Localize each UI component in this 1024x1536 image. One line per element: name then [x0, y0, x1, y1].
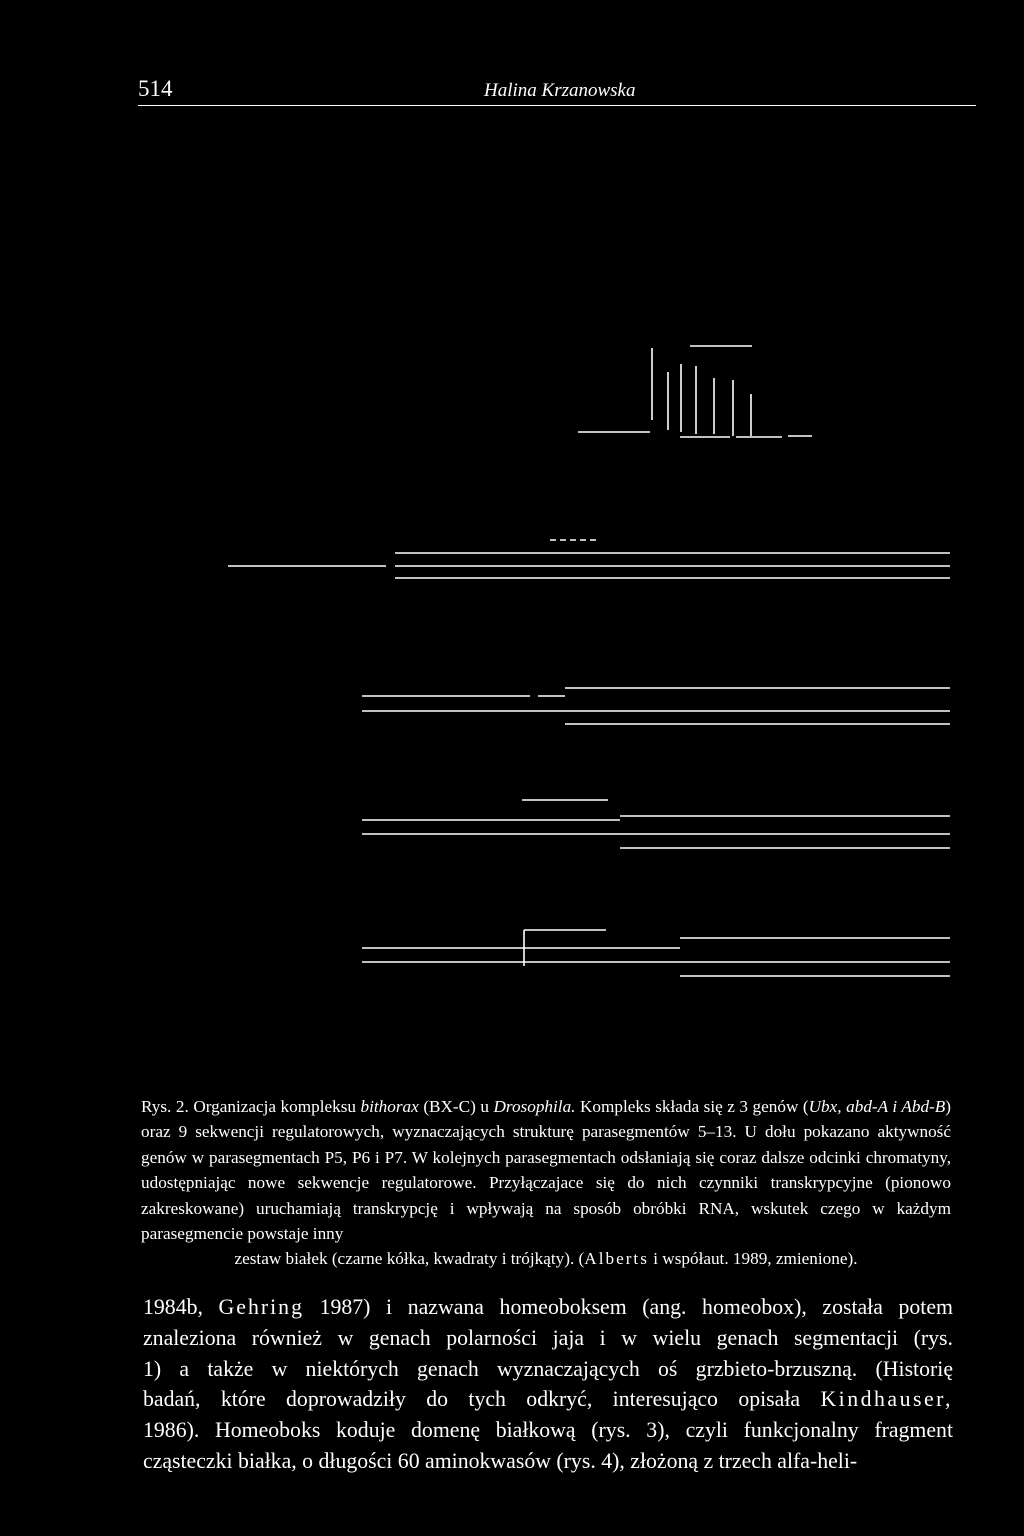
caption-author-ref: Alberts [584, 1249, 649, 1269]
body-line [143, 1292, 953, 1323]
figure-caption [141, 1094, 951, 1272]
body-paragraph [143, 1292, 953, 1477]
body-line: cząsteczki białka, o długości 60 aminokwasów (rys. 4), złożoną z trzech alfa-heli- [143, 1448, 858, 1473]
caption-text: (BX-C) u [418, 1097, 494, 1116]
caption-text: Organizacja kompleksu [188, 1097, 361, 1116]
caption-italic: Drosophila. [493, 1097, 576, 1116]
author-ref-gehring: Gehring [218, 1295, 304, 1319]
caption-label: Rys. 2. [141, 1097, 189, 1116]
caption-italic: Ubx, [808, 1097, 842, 1116]
running-head-author: Halina Krzanowska [484, 80, 636, 101]
body-line: 1986). Homeoboks koduje domenę białkową (rys. 3), czyli funkcjonalny fragment [143, 1418, 953, 1443]
body-text: badań, które doprowadziły do tych odkryć, interesująco opisała [143, 1387, 821, 1412]
caption-text: zestaw białek (czarne kółka, kwadraty i trójkąty). ( [234, 1249, 585, 1269]
body-line: znaleziona również w genach polarności jaja i w wielu genach segmentacji (rys. [143, 1325, 953, 1350]
page-number: 514 [138, 76, 173, 101]
caption-italic: abd-A i Abd-B [846, 1097, 946, 1116]
body-line [143, 1384, 953, 1415]
body-text: 1984b, [143, 1295, 219, 1319]
caption-text: ) oraz 9 sekwencji regulatorowych, wyznaczających strukturę parasegmentów 5–13. U dołu pokazano aktywność genów w parasegmentach P5, P6 i P7. W kolejnych parasegmentach odsłaniają się coraz dalsze odcinki chromatyny, udostępniając nowe sekwencje regulatorowe. Przyłączajace się do nich czynniki transkrypcyjne (pionowo zakreskowane) uruchamiają transkrypcję i wpływają na sposób obróbki RNA, wskutek czego w każdym parasegmencie powstaje inny [141, 1097, 951, 1244]
author-ref-kindhauser: Kindhauser, [820, 1387, 953, 1412]
body-text: 1987) i nazwana homeoboksem (ang. homeobox), została potem [303, 1295, 953, 1319]
body-line: 1) a także w niektórych genach wyznaczających oś grzbieto-brzuszną. (Historię [143, 1356, 953, 1381]
caption-last-line [141, 1246, 951, 1271]
caption-text: i współaut. 1989, zmienione). [648, 1249, 858, 1269]
caption-text: Kompleks składa się z 3 genów ( [575, 1097, 809, 1116]
caption-italic: bithorax [360, 1097, 419, 1116]
